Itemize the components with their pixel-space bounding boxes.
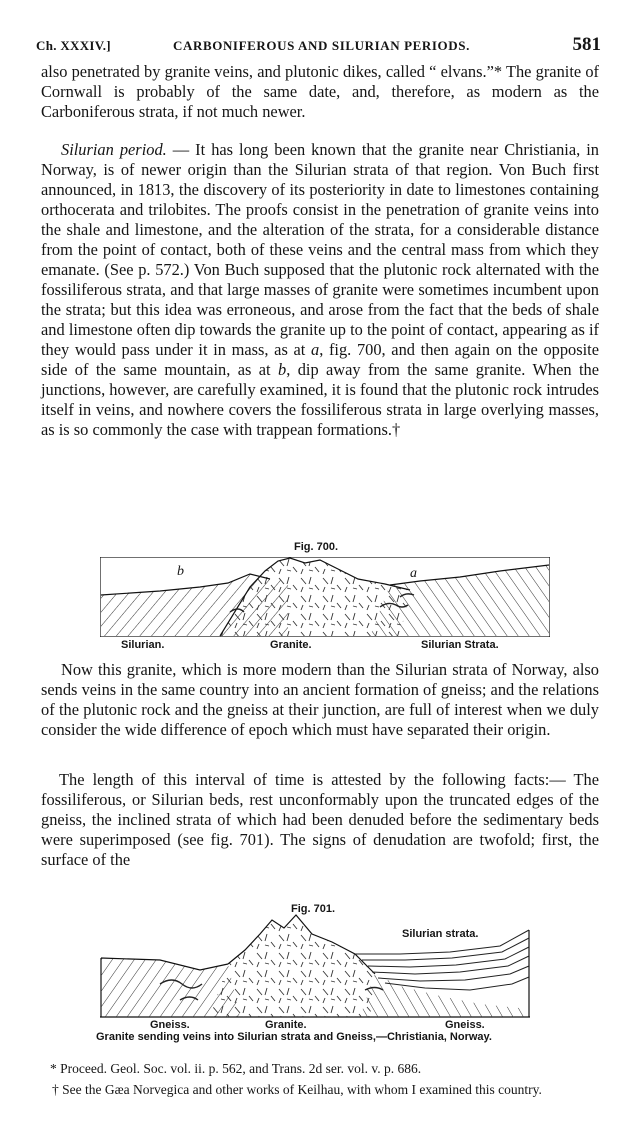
paragraph-silurian-period <box>41 140 599 440</box>
fig701-subcaption: Granite sending veins into Silurian strata and Gneiss,—Christiania, Norway. <box>96 1031 492 1043</box>
paragraph-text: — It has long been known that the granite near Christiania, in Norway, is of newer origin than the Silurian strata of that region. Von Buch first announced, in 1813, the discovery of its posteriority in date to limestones containing orthocerata and trilobites. The proofs consist in the penetration of granite veins into the shale and limestone, and the alteration of the strata, for a considerable distance from the point of contact, both of these veins and the central mass from which they emanate. (See p. 572.) Von Buch supposed that the plutonic rock alternated with the fossiliferous strata, and that large masses of granite were sometimes incumbent upon the strata; but this idea was erroneous, and arose from the fact that the beds of shale and limestone often dip towards the granite up to the point of contact, appearing as if they would pass under it in mass, as at <box>41 140 599 359</box>
fig700-label-left: Silurian. <box>121 639 165 651</box>
fig701-label-strata: Silurian strata. <box>402 928 479 940</box>
fig700-diagram <box>100 557 550 637</box>
running-title: CARBONIFEROUS AND SILURIAN PERIODS. <box>173 38 470 53</box>
running-header <box>36 34 601 58</box>
fig700-label-center: Granite. <box>270 639 312 651</box>
fig700-caption: Fig. 700. <box>294 541 339 553</box>
fig701-label-center: Granite. <box>265 1019 307 1031</box>
paragraph-gneiss: Now this granite, which is more modern than the Silurian strata of Norway, also sends veins in the same country into an ancient formation of gneiss; and the relations of the plutonic rock and the gneiss at their junction, are full of interest when we duly consider the wide difference of epoch which must have separated their origin. <box>41 660 599 739</box>
fig701-caption: Fig. 701. <box>291 903 336 915</box>
chapter-label: Ch. XXXIV.] <box>36 38 111 53</box>
paragraph-interval: The length of this interval of time is attested by the following facts:— The fossiliferous, or Silurian beds, rest unconformably upon the truncated edges of the gneiss, the inclined strata of which had been denuded before the sedimentary beds were superimposed (see fig. 701). The signs of denudation are twofold; first, the surface of the <box>41 770 599 869</box>
fig700-label-right: Silurian Strata. <box>421 639 499 651</box>
fig701-label-left: Gneiss. <box>150 1019 190 1031</box>
section-heading: Silurian period. <box>61 140 167 159</box>
paragraph-elvans: also penetrated by granite veins, and plutonic dikes, called “ elvans.”* The granite of Cornwall is probably of the same date, and, therefore, as modern as the Carboniferous strata, if not much newer. <box>41 62 599 121</box>
footnote-2: † See the Gæa Norvegica and other works of Keilhau, with whom I examined this country. <box>52 1082 542 1097</box>
ref-a: a <box>311 340 320 359</box>
fig700-mark-a: a <box>410 566 417 581</box>
paragraph-text: , dip away from the same granite. When the junctions, however, are carefully examined, it is found that the plutonic rock intrudes itself in veins, and nowhere covers the fossiliferous strata in large overlying masses, as is so commonly the case with trappean formations.† <box>41 360 599 439</box>
fig700-silurian-right <box>370 565 549 636</box>
ref-b: b <box>278 360 287 379</box>
paragraph-text: , fig. 700, and then again on the opposite side of the same mountain, as at <box>41 340 599 379</box>
fig701-granite <box>210 915 375 1017</box>
fig701-label-right: Gneiss. <box>445 1019 485 1031</box>
footnote-1: * Proceed. Geol. Soc. vol. ii. p. 562, and Trans. 2d ser. vol. v. p. 686. <box>50 1061 422 1076</box>
fig700-mark-b: b <box>177 564 184 579</box>
page-number: 581 <box>572 34 601 55</box>
